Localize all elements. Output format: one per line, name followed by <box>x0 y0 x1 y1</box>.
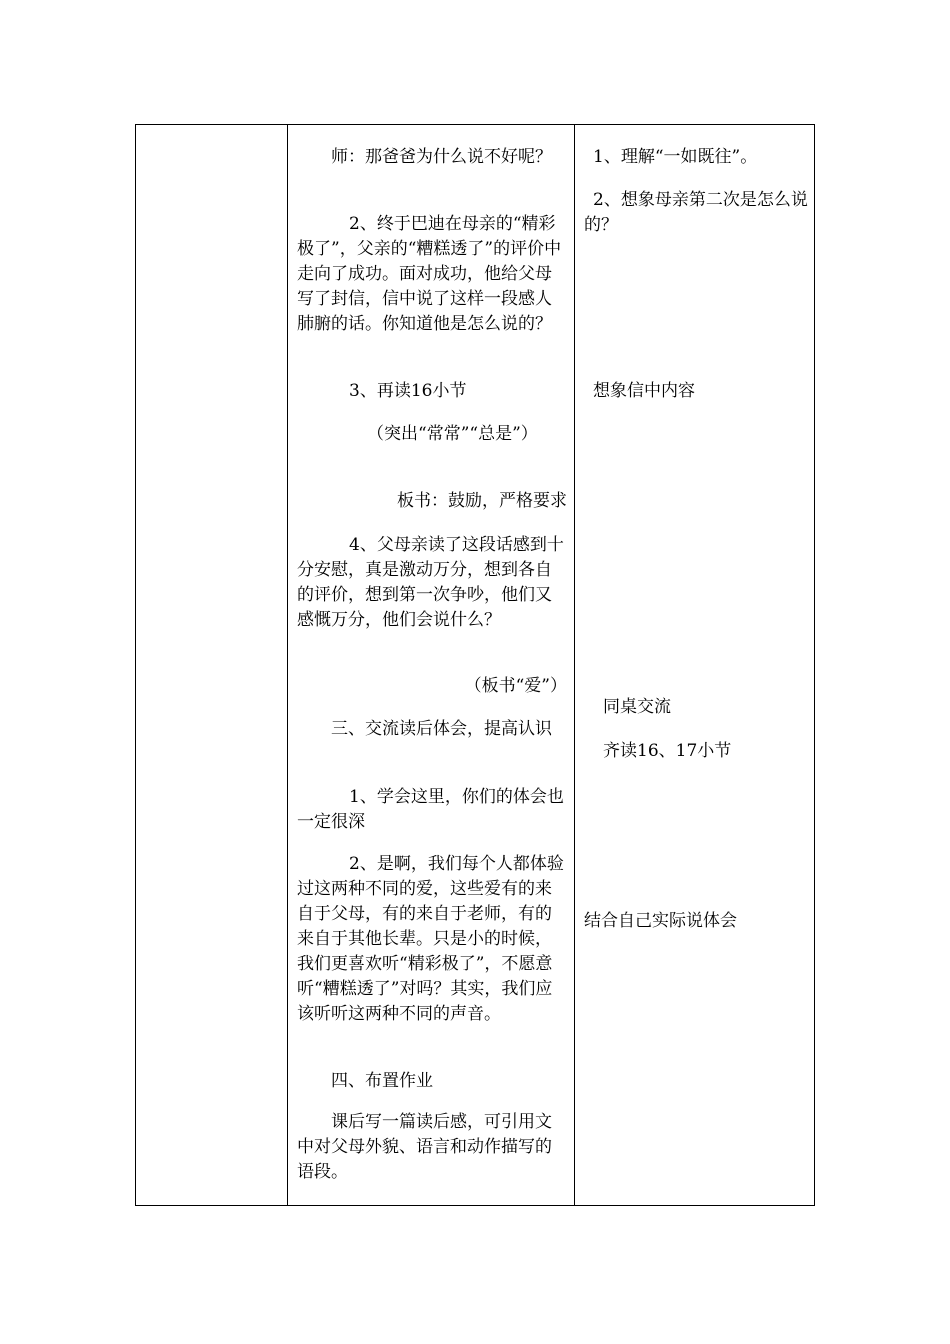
activity-step-4: 4、父母亲读了这段话感到十分安慰，真是激动万分，想到各自的评价，想到第一次争吵，他们又感慨万分，他们会说什么？ <box>297 535 564 630</box>
board-note-1: 板书：鼓励，严格要求 <box>397 491 567 511</box>
section-three-item-2: 2、是啊，我们每个人都体验过这两种不同的爱，这些爱有的来自于父母，有的来自于老师，有的来自于其他长辈。只是小的时候，我们更喜欢听“精彩极了”，不愿意听“糟糕透了”对吗？其实，我们应该听听这两种不同的声音。 <box>297 854 564 1024</box>
student-task-read: 齐读16、17小节 <box>603 741 732 761</box>
student-task-pair: 同桌交流 <box>603 697 671 717</box>
column-divider-2 <box>574 125 575 1205</box>
student-task-letter: 想象信中内容 <box>593 381 695 401</box>
student-task-1: 1、理解“一如既往”。 <box>593 147 758 167</box>
section-four-heading: 四、布置作业 <box>331 1071 433 1091</box>
column-divider-1 <box>287 125 288 1205</box>
student-task-2: 2、想象母亲第二次是怎么说的？ <box>584 190 808 235</box>
activity-step-3: 3、再读16小节 <box>349 381 467 401</box>
section-three-heading: 三、交流读后体会，提高认识 <box>331 719 552 739</box>
lesson-table <box>135 124 815 1206</box>
homework-text: 课后写一篇读后感，可引用文中对父母外貌、语言和动作描写的语段。 <box>297 1112 552 1182</box>
board-note-2: （板书“爱”） <box>464 676 567 696</box>
teacher-question: 师：那爸爸为什么说不好呢？ <box>331 147 552 167</box>
section-three-item-1: 1、学会这里，你们的体会也一定很深 <box>297 787 564 832</box>
student-task-reflect: 结合自己实际说体会 <box>584 911 737 931</box>
activity-step-2: 2、终于巴迪在母亲的“精彩极了”，父亲的“糟糕透了”的评价中走向了成功。面对成功，他给父母写了封信，信中说了这样一段感人肺腑的话。你知道他是怎么说的？ <box>297 214 562 334</box>
emphasis-note: （突出“常常”“总是”） <box>367 424 538 444</box>
